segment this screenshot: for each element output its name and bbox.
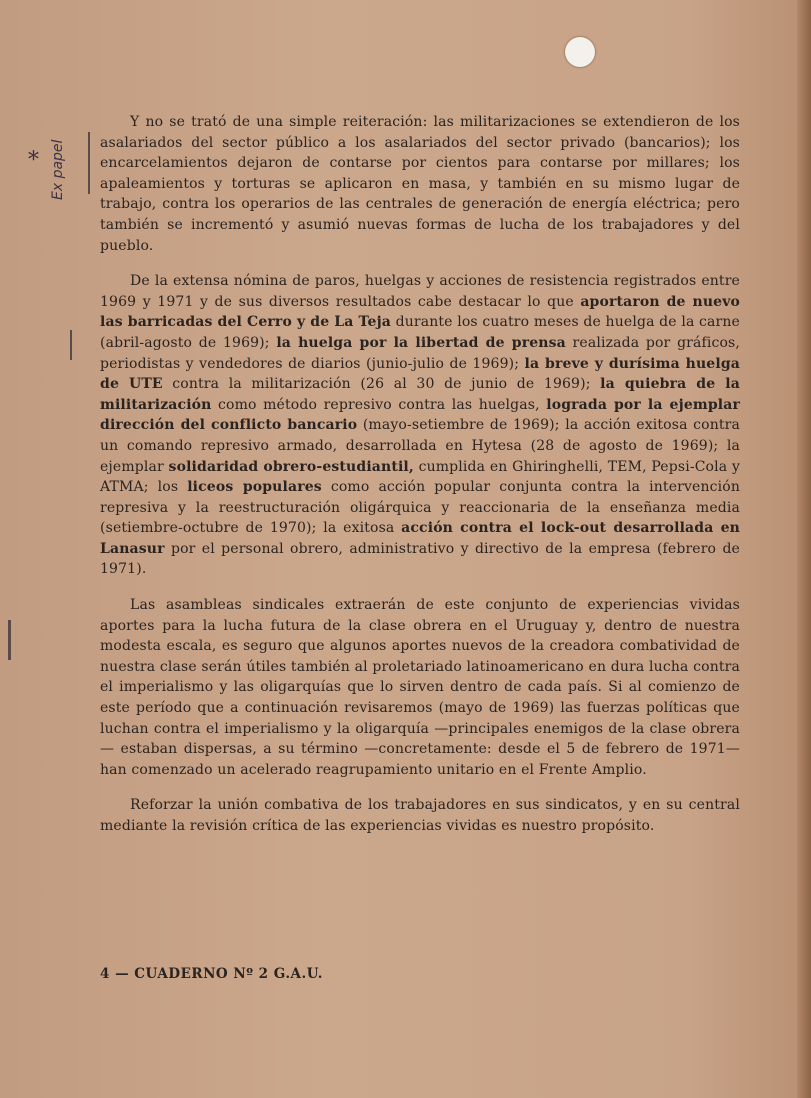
paragraph <box>100 595 740 780</box>
margin-line <box>88 132 90 194</box>
bold-phrase: la quiebra de la militarización <box>100 376 740 413</box>
text-run: durante los cuatro meses de huelga de la carne (abril-agosto de 1969); <box>100 314 740 351</box>
bold-phrase: acción contra el lock-out desarrollada en Lanasur <box>100 520 740 557</box>
text-run: cumplida en Ghiringhelli, TEM, Pepsi-Cola y ATMA; los <box>100 458 740 496</box>
text-run: De la extensa nómina de paros, huelgas y acciones de resistencia registrados entre 1969 y 1971 y de sus diversos resultados cabe destacar lo que <box>100 273 740 310</box>
margin-handwritten-note: Ex papel <box>50 139 66 200</box>
margin-line <box>8 620 11 660</box>
text-run: Y no se trató de una simple reiteración: las militarizaciones se extendieron de los asalariados del sector público a los asalariados del sector privado (bancarios); los encarcelamientos dejaron de contarse por cientos para contarse por millares; los apaleamientos y torturas se aplicaron en masa, y también en su mismo lugar de trabajo, contra los operarios de las centrales de generación de energía eléctrica; pero también se incrementó y asumió nuevas formas de lucha de los trabajadores y del pueblo. <box>100 114 740 254</box>
text-run: Las asambleas sindicales extraerán de este conjunto de experiencias vividas aportes para la lucha futura de la clase obrera en el Uruguay y, dentro de nuestra modesta escala, es seguro que algunos aportes nuevos de la creadora combatividad de nuestra clase serán útiles también al proletariado latinoamericano en dura lucha contra el imperialismo y las oligarquías que lo sirven dentro de cada país. Si al comienzo de este período que a continuación revisaremos (mayo de 1969) las fuerzas políticas que luchan contra el imperialismo y la oligarquía —principales enemigos de la clase obrera— estaban dispersas, a su término —concretamente: desde el 5 de febrero de 1971— han comenzado un acelerado reagrupamiento unitario en el Frente Amplio. <box>100 597 740 778</box>
bold-phrase: aportaron de nuevo las barricadas del Cerro y de La Teja <box>100 293 740 331</box>
text-run: por el personal obrero, administrativo y directivo de la empresa (febrero de 1971). <box>100 540 740 578</box>
text-run: realizada por gráficos, periodistas y vendedores de diarios (junio-julio de 1969); <box>100 334 740 372</box>
body-text <box>100 112 740 852</box>
margin-star-mark: * <box>28 148 39 173</box>
bold-phrase: lograda por la ejemplar dirección del conflicto bancario <box>100 396 741 434</box>
margin-line <box>70 330 72 360</box>
paragraph <box>100 112 740 256</box>
bold-phrase: liceos populares <box>187 479 322 496</box>
paragraph <box>100 795 740 836</box>
text-run: contra la militarización (26 al 30 de junio de 1969); <box>162 376 601 393</box>
page-edge <box>797 0 811 1098</box>
bold-phrase: la breve y durísima huelga de UTE <box>100 355 740 393</box>
page-footer: 4 — CUADERNO Nº 2 G.A.U. <box>100 966 323 982</box>
bold-phrase: solidaridad obrero-estudiantil, <box>168 458 414 475</box>
text-run: como acción popular conjunta contra la intervención represiva y la reestructuración oligárquica y reaccionaria de la enseñanza media (setiembre-octubre de 1970); la exitosa <box>100 479 741 537</box>
text-run: Reforzar la unión combativa de los trabajadores en sus sindicatos, y en su central mediante la revisión crítica de las experiencias vividas es nuestro propósito. <box>100 797 740 834</box>
paragraph <box>100 271 740 580</box>
text-run: (mayo-setiembre de 1969); la acción exitosa contra un comando represivo armado, desarrollada en Hytesa (28 de agosto de 1969); la ejemplar <box>100 417 740 475</box>
punch-hole <box>565 37 595 67</box>
text-run: como método represivo contra las huelgas, <box>211 396 547 413</box>
bold-phrase: la huelga por la libertad de prensa <box>276 334 566 351</box>
